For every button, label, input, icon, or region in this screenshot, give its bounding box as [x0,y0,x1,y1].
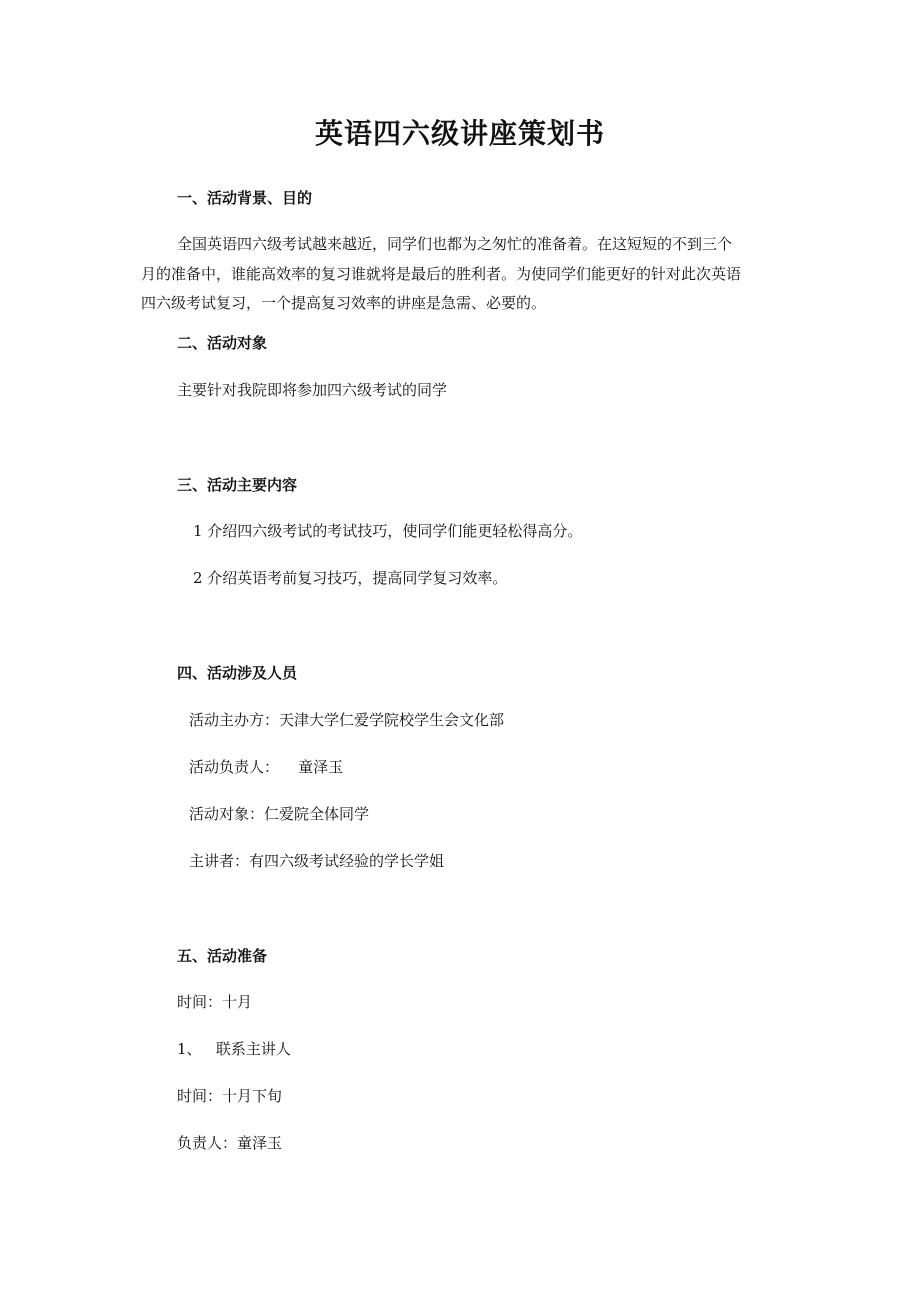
personnel-audience: 活动对象：仁爱院全体同学 [189,805,370,823]
preparation-time: 时间：十月 [177,993,253,1011]
paragraph-line: 月的准备中，谁能高效率的复习谁就将是最后的胜利者。为使同学们能更好的针对此次英语 [141,264,742,283]
document-title: 英语四六级讲座策划书 [314,117,605,150]
step-1-leader: 负责人：童泽玉 [177,1134,283,1152]
audience-text: 主要针对我院即将参加四六级考试的同学 [177,381,448,399]
personnel-organizer: 活动主办方：天津大学仁爱学院校学生会文化部 [189,711,505,729]
paragraph-line: 四六级考试复习，一个提高复习效率的讲座是急需、必要的。 [141,294,547,312]
section-heading-content: 三、活动主要内容 [177,476,298,494]
section-heading-background: 一、活动背景、目的 [177,189,313,207]
preparation-step-1: 1、 联系主讲人 [177,1040,291,1058]
content-item-2: 2 介绍英语考前复习技巧，提高同学复习效率。 [193,569,508,587]
step-1-time: 时间：十月下旬 [177,1087,283,1105]
content-item-1: 1 介绍四六级考试的考试技巧，使同学们能更轻松得高分。 [193,522,583,540]
section-heading-personnel: 四、活动涉及人员 [177,664,298,682]
paragraph-line: 全国英语四六级考试越来越近，同学们也都为之匆忙的准备着。在这短短的不到三个 [177,235,733,253]
section-heading-audience: 二、活动对象 [177,334,268,352]
personnel-speaker: 主讲者：有四六级考试经验的学长学姐 [189,852,445,870]
background-paragraph [141,230,781,319]
personnel-leader: 活动负责人： 童泽玉 [189,758,344,776]
section-heading-preparation: 五、活动准备 [177,947,268,965]
